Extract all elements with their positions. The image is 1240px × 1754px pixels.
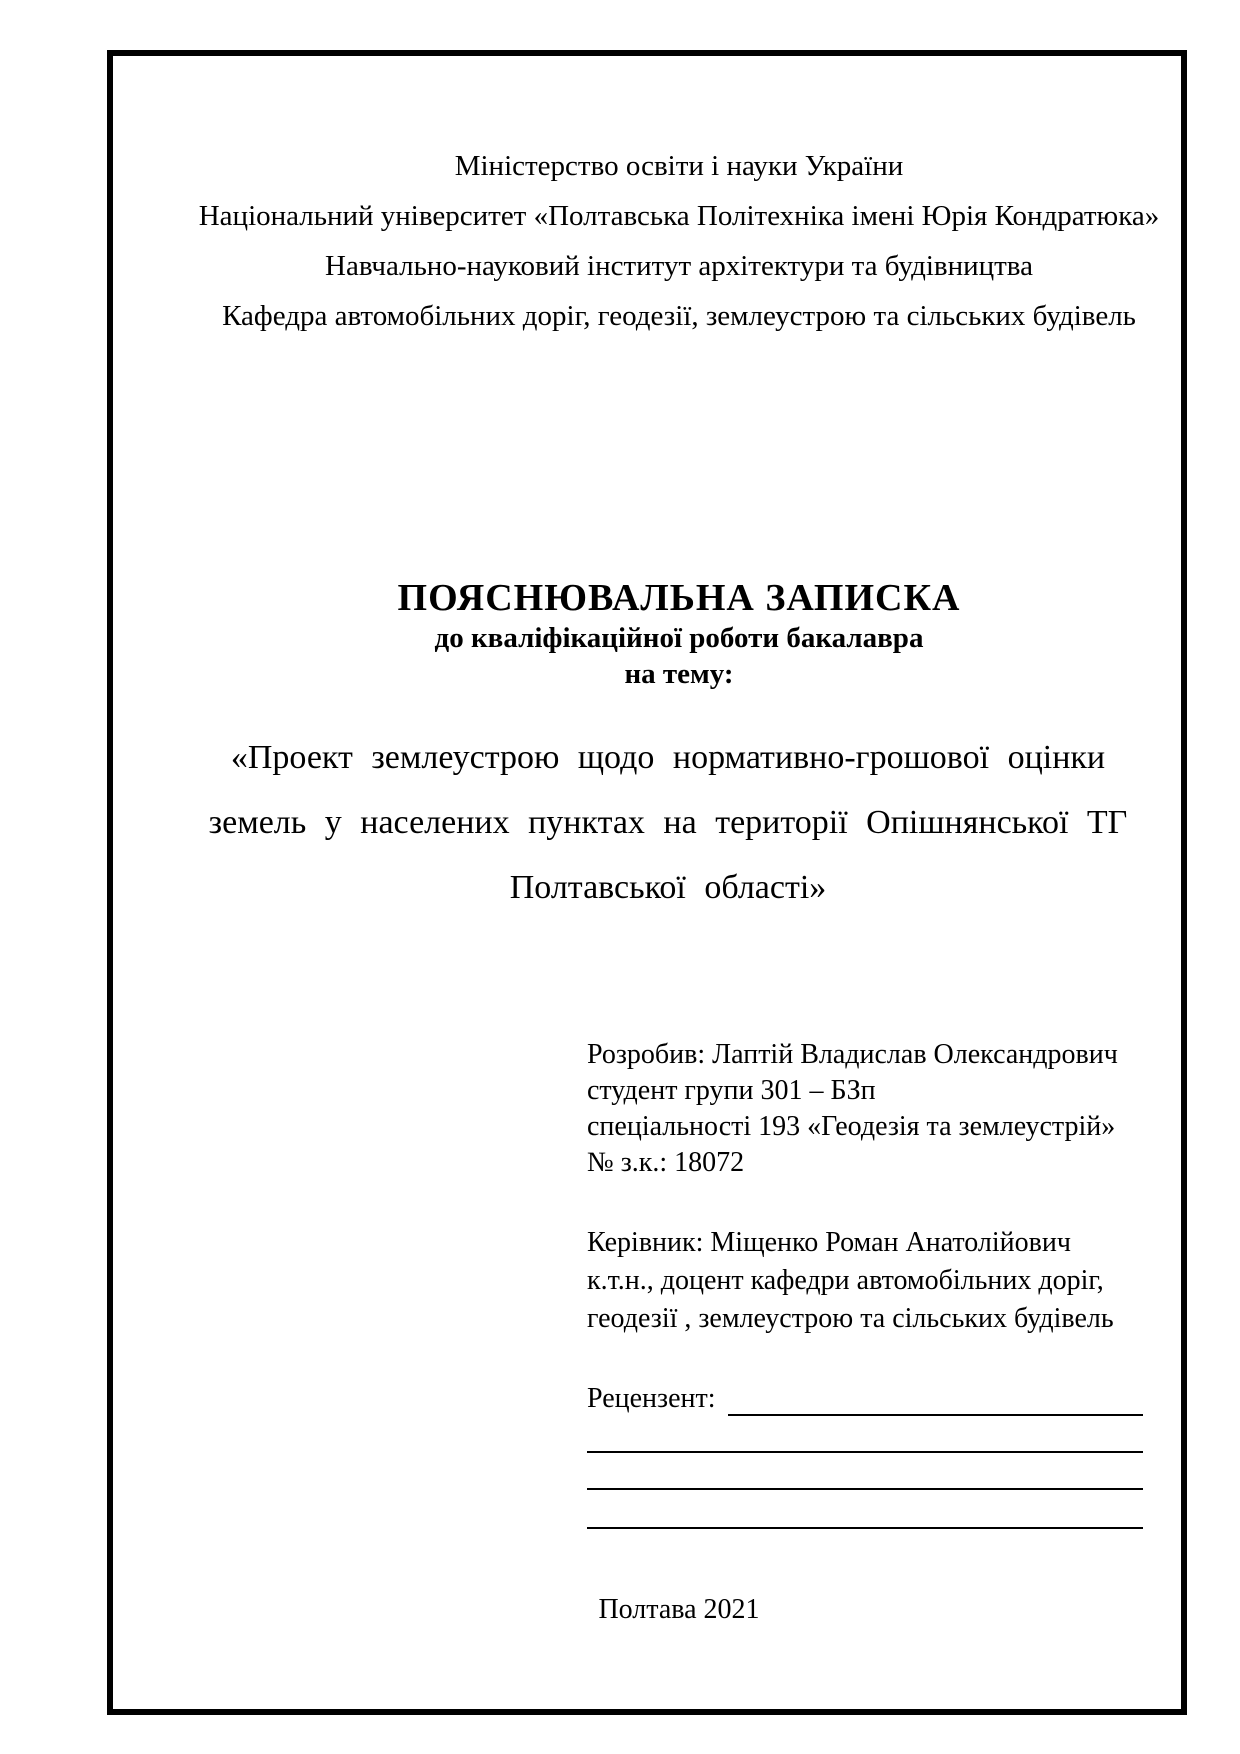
city-year: Полтава 2021: [598, 1594, 760, 1625]
header-block: [177, 141, 1181, 341]
main-title: ПОЯСНЮВАЛЬНА ЗАПИСКА: [397, 577, 961, 619]
signature-line: [587, 1527, 1143, 1529]
reviewer-signature-line: [728, 1382, 1143, 1416]
ministry-line: Міністерство освіти і науки України: [454, 150, 904, 182]
reviewer-row: [587, 1382, 1143, 1416]
supervisor-block: [587, 1224, 1157, 1338]
reviewer-label: Рецензент:: [587, 1383, 716, 1414]
topic-line-3: Полтавської області»: [509, 869, 827, 906]
author-block: [587, 1037, 1157, 1181]
specialty-line: спеціальності 193 «Геодезія та землеустрій»: [587, 1111, 1116, 1142]
supervisor-department-line: геодезії , землеустрою та сільських будівель: [587, 1303, 1114, 1334]
author-line: Розробив: Лаптій Владислав Олександрович: [587, 1039, 1118, 1070]
institute-line: Навчально-науковий інститут архітектури та будівництва: [325, 250, 1033, 282]
topic-lead: на тему:: [624, 658, 734, 690]
topic-line-2: земель у населених пунктах на території Опішнянської ТГ: [208, 804, 1128, 841]
subtitle: до кваліфікаційної роботи бакалавра: [434, 622, 924, 654]
topic-block: [185, 725, 1151, 920]
signature-line: [587, 1488, 1143, 1490]
supervisor-line: Керівник: Міщенко Роман Анатолійович: [587, 1227, 1071, 1258]
supervisor-degree-line: к.т.н., доцент кафедри автомобільних доріг,: [587, 1265, 1104, 1296]
record-book-line: № з.к.: 18072: [587, 1147, 745, 1178]
university-line: Національний університет «Полтавська Політехніка імені Юрія Кондратюка»: [198, 200, 1160, 232]
title-block: [177, 576, 1181, 692]
topic-line-1: «Проект землеустрою щодо нормативно-грошової оцінки: [230, 739, 1106, 776]
group-line: студент групи 301 – БЗп: [587, 1075, 876, 1106]
signature-line: [587, 1451, 1143, 1453]
department-line: Кафедра автомобільних доріг, геодезії, землеустрою та сільських будівель: [222, 300, 1136, 332]
